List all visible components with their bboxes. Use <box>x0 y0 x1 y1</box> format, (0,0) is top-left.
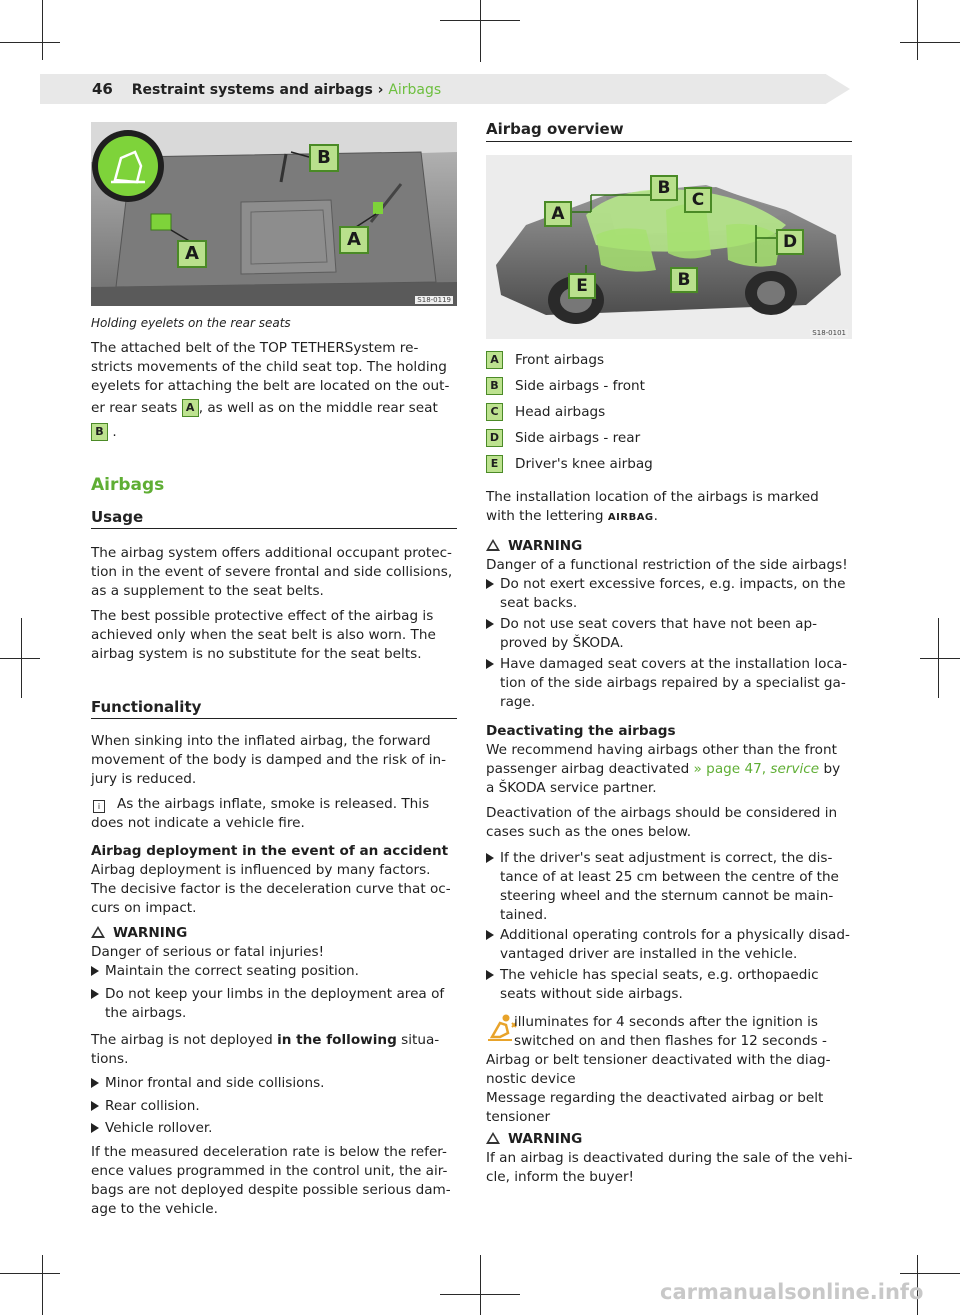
legend-key: D <box>486 429 503 447</box>
text-line: Airbag or belt tensioner deactivated with the diag- <box>486 1052 831 1068</box>
legend-item <box>486 428 640 448</box>
text-line <box>91 1031 463 1050</box>
text-line: as a supplement to the seat belts. <box>91 583 324 599</box>
text-line: If an airbag is deactivated during the sale of the vehi- <box>486 1150 853 1166</box>
text-line: Airbag deployment is influenced by many factors. <box>91 862 431 878</box>
text-line: Have damaged seat covers at the installation loca- <box>500 656 848 672</box>
text-line: age to the vehicle. <box>91 1201 218 1217</box>
list-item <box>486 615 860 653</box>
bullet-icon <box>486 619 494 629</box>
deactivation-block <box>486 722 858 798</box>
airbag-logo: AIRBAG <box>607 512 654 523</box>
list-item <box>486 966 870 1004</box>
crop-mark <box>0 1273 60 1274</box>
text-fragment: As the airbags inflate, smoke is released. This <box>117 796 430 812</box>
crop-mark <box>440 20 520 21</box>
legend-item <box>486 402 605 422</box>
text-fragment: passenger airbag deactivated <box>486 761 690 777</box>
crop-mark <box>42 0 43 60</box>
text-line: rage. <box>500 694 536 710</box>
legend-key: B <box>486 377 503 395</box>
text-line: seat backs. <box>500 595 578 611</box>
legend-key: E <box>486 455 503 473</box>
text-line: seats without side airbags. <box>500 986 683 1002</box>
warning-text: Danger of a functional restriction of the side airbags! <box>486 557 848 573</box>
section-title: Restraint systems and airbags › <box>131 82 384 98</box>
list-item <box>486 849 870 925</box>
consider-paragraph <box>486 804 858 842</box>
watermark: carmanualsonline.info <box>660 1280 924 1304</box>
bullet-icon <box>91 966 99 976</box>
text-line: tensioner <box>486 1109 551 1125</box>
page-number: 46 <box>92 80 113 98</box>
label-a-left: A <box>177 240 207 268</box>
text-fragment: WARNING <box>508 1131 583 1147</box>
legend-label: Head airbags <box>515 404 606 420</box>
text-line: tion of the side airbags repaired by a specialist ga- <box>500 675 846 691</box>
crop-mark <box>900 42 960 43</box>
figure-code: S18-0101 <box>812 329 846 337</box>
final-paragraph <box>91 1143 463 1219</box>
text-line: proved by ŠKODA. <box>500 635 624 651</box>
text-line <box>91 795 463 814</box>
tether-paragraph <box>91 339 461 442</box>
legend-item <box>486 454 653 474</box>
crop-mark <box>0 42 60 43</box>
legend-item <box>486 376 645 396</box>
list-item <box>91 1074 465 1093</box>
text-line: Deactivation of the airbags should be considered in <box>486 805 838 821</box>
text-line: Minor frontal and side collisions. <box>105 1075 325 1091</box>
warning-3 <box>486 1130 858 1187</box>
page-header <box>92 80 441 98</box>
text-line: Maintain the correct seating position. <box>105 963 359 979</box>
bullet-icon <box>91 1078 99 1088</box>
crop-mark <box>0 658 40 659</box>
bullet-icon <box>486 853 494 863</box>
text-line: a ŠKODA service partner. <box>486 780 657 796</box>
text-line: vantaged driver are installed in the vehicle. <box>500 946 798 962</box>
text-fragment: WARNING <box>113 925 188 941</box>
figure-code: S18-0119 <box>417 296 451 304</box>
bullet-icon <box>486 930 494 940</box>
deployment-heading: Airbag deployment in the event of an accident <box>91 843 449 859</box>
text-line <box>486 760 858 779</box>
text-fragment: WARNING <box>508 538 583 554</box>
list-item <box>91 962 465 981</box>
label-b: B <box>309 144 339 172</box>
text-fragment: , as well as on the middle rear seat <box>198 400 438 416</box>
functionality-paragraph <box>91 732 463 789</box>
legend-key: A <box>486 351 503 369</box>
crop-mark <box>440 1294 520 1295</box>
list-item <box>91 1119 465 1138</box>
key-b: B <box>91 423 108 441</box>
text-line <box>91 423 461 442</box>
installation-paragraph <box>486 488 856 527</box>
crop-mark <box>900 1273 960 1274</box>
list-item <box>486 655 860 712</box>
list-item <box>486 575 860 613</box>
text-fragment: er rear seats <box>91 400 178 416</box>
crop-mark <box>480 1255 481 1315</box>
text-line: Do not use seat covers that have not been ap- <box>500 616 818 632</box>
deployment-block <box>91 842 463 918</box>
text-line: curs on impact. <box>91 900 197 916</box>
legend-label: Front airbags <box>515 352 605 368</box>
text-line: does not indicate a vehicle fire. <box>91 815 305 831</box>
info-icon: i <box>93 800 105 813</box>
text-line: the airbags. <box>105 1005 187 1021</box>
text-line: Additional operating controls for a physically disad- <box>500 927 850 943</box>
text-line: Message regarding the deactivated airbag or belt <box>486 1090 824 1106</box>
crop-mark <box>920 658 960 659</box>
divider <box>91 718 457 719</box>
crop-mark <box>917 0 918 60</box>
warning-title <box>486 1130 858 1149</box>
text-line: cases such as the ones below. <box>486 824 692 840</box>
airbag-overview-figure <box>486 155 852 339</box>
text-line: The airbag system offers additional occupant protec- <box>91 545 452 561</box>
legend-label: Side airbags - front <box>515 378 645 394</box>
label-e: E <box>568 273 596 299</box>
bullet-icon <box>486 579 494 589</box>
label-b-top: B <box>650 175 678 201</box>
crop-mark <box>480 0 481 62</box>
label-c: C <box>684 187 712 213</box>
warning-title <box>486 537 858 556</box>
indicator-paragraph <box>486 1013 858 1127</box>
label-a-right: A <box>339 226 369 254</box>
legend-label: Driver's knee airbag <box>515 456 653 472</box>
legend-key: C <box>486 403 503 421</box>
text-line: with the lettering AIRBAG. <box>486 508 658 524</box>
bullet-icon <box>486 659 494 669</box>
text-line: switched on and then flashes for 12 seconds - <box>514 1033 827 1049</box>
text-fragment: situa- <box>401 1032 440 1048</box>
usage-heading: Usage <box>91 508 144 526</box>
list-item <box>486 926 870 964</box>
text-line: eyelets for attaching the belt are located on the out- <box>91 378 450 394</box>
not-deployed-paragraph <box>91 1031 463 1069</box>
divider <box>91 528 457 529</box>
note-paragraph <box>91 795 463 833</box>
text-line: We recommend having airbags other than the front <box>486 742 837 758</box>
text-fragment: with the lettering <box>486 508 604 524</box>
text-line: stricts movements of the child seat top. The holding <box>91 359 447 375</box>
text-line: achieved only when the seat belt is also worn. The <box>91 627 436 643</box>
text-line: The decisive factor is the deceleration curve that oc- <box>91 881 451 897</box>
text-line: steering wheel and the sternum cannot be main- <box>500 888 834 904</box>
text-line: The attached belt of the TOP TETHERSystem re- <box>91 340 419 356</box>
deactivation-heading: Deactivating the airbags <box>486 723 676 739</box>
bullet-icon <box>91 989 99 999</box>
warning-icon <box>486 539 500 551</box>
text-line: Do not exert excessive forces, e.g. impacts, on the <box>500 576 846 592</box>
text-line: tance of at least 25 cm between the centre of the <box>500 869 839 885</box>
text-line <box>91 399 461 418</box>
page-link[interactable] <box>694 761 820 777</box>
text-fragment: by <box>823 761 841 777</box>
divider <box>486 141 852 142</box>
text-fragment: The airbag is not deployed <box>91 1032 273 1048</box>
warning-title <box>91 924 463 943</box>
text-line: illuminates for 4 seconds after the ignition is <box>514 1014 819 1030</box>
label-a: A <box>544 201 572 227</box>
warning-2 <box>486 537 858 575</box>
text-line: tained. <box>500 907 548 923</box>
legend-label: Side airbags - rear <box>515 430 641 446</box>
functionality-heading: Functionality <box>91 698 202 716</box>
warning-icon <box>486 1132 500 1144</box>
subsection-title: Airbags <box>388 82 442 98</box>
warning-icon <box>91 926 105 938</box>
text-line: Vehicle rollover. <box>105 1120 213 1136</box>
link-text: service <box>770 761 820 777</box>
bullet-icon <box>91 1123 99 1133</box>
list-item <box>91 1097 465 1116</box>
text-line: cle, inform the buyer! <box>486 1169 634 1185</box>
warning-1 <box>91 924 463 962</box>
text-line: tions. <box>91 1051 129 1067</box>
link-text: » page 47, <box>693 761 767 777</box>
text-line: If the driver's seat adjustment is correct, the dis- <box>500 850 833 866</box>
usage-paragraph-2 <box>91 607 463 664</box>
bullet-icon <box>486 970 494 980</box>
text-line: ence values programmed in the control unit, the air- <box>91 1163 448 1179</box>
text-line: tion in the event of severe frontal and side collisions, <box>91 564 453 580</box>
text-line: Do not keep your limbs in the deployment area of <box>105 986 445 1002</box>
bullet-icon <box>91 1101 99 1111</box>
airbags-heading: Airbags <box>91 475 165 495</box>
key-a: A <box>182 399 199 417</box>
figure-caption: Holding eyelets on the rear seats <box>91 316 291 330</box>
text-line: When sinking into the inflated airbag, the forward <box>91 733 431 749</box>
text-line: nostic device <box>486 1071 576 1087</box>
legend-item <box>486 350 604 370</box>
text-line: The best possible protective effect of the airbag is <box>91 608 434 624</box>
text-fragment: in the following <box>277 1032 397 1048</box>
label-b-bottom: B <box>670 267 698 293</box>
text-line: The vehicle has special seats, e.g. orthopaedic <box>500 967 819 983</box>
text-line: airbag system is no substitute for the seat belts. <box>91 646 422 662</box>
warning-text: Danger of serious or fatal injuries! <box>91 944 325 960</box>
rear-seat-illustration <box>91 122 457 306</box>
list-item <box>91 985 465 1023</box>
text-fragment: . <box>112 424 117 440</box>
text-line: If the measured deceleration rate is below the refer- <box>91 1144 447 1160</box>
label-d: D <box>776 229 804 255</box>
usage-paragraph-1 <box>91 544 463 601</box>
rear-seat-figure <box>91 122 457 306</box>
text-line: jury is reduced. <box>91 771 197 787</box>
text-line: Rear collision. <box>105 1098 200 1114</box>
text-line: The installation location of the airbags is marked <box>486 489 819 505</box>
text-line: movement of the body is damped and the risk of in- <box>91 752 447 768</box>
crop-mark <box>42 1255 43 1315</box>
text-line: bags are not deployed despite possible serious dam- <box>91 1182 451 1198</box>
overview-heading: Airbag overview <box>486 120 624 138</box>
